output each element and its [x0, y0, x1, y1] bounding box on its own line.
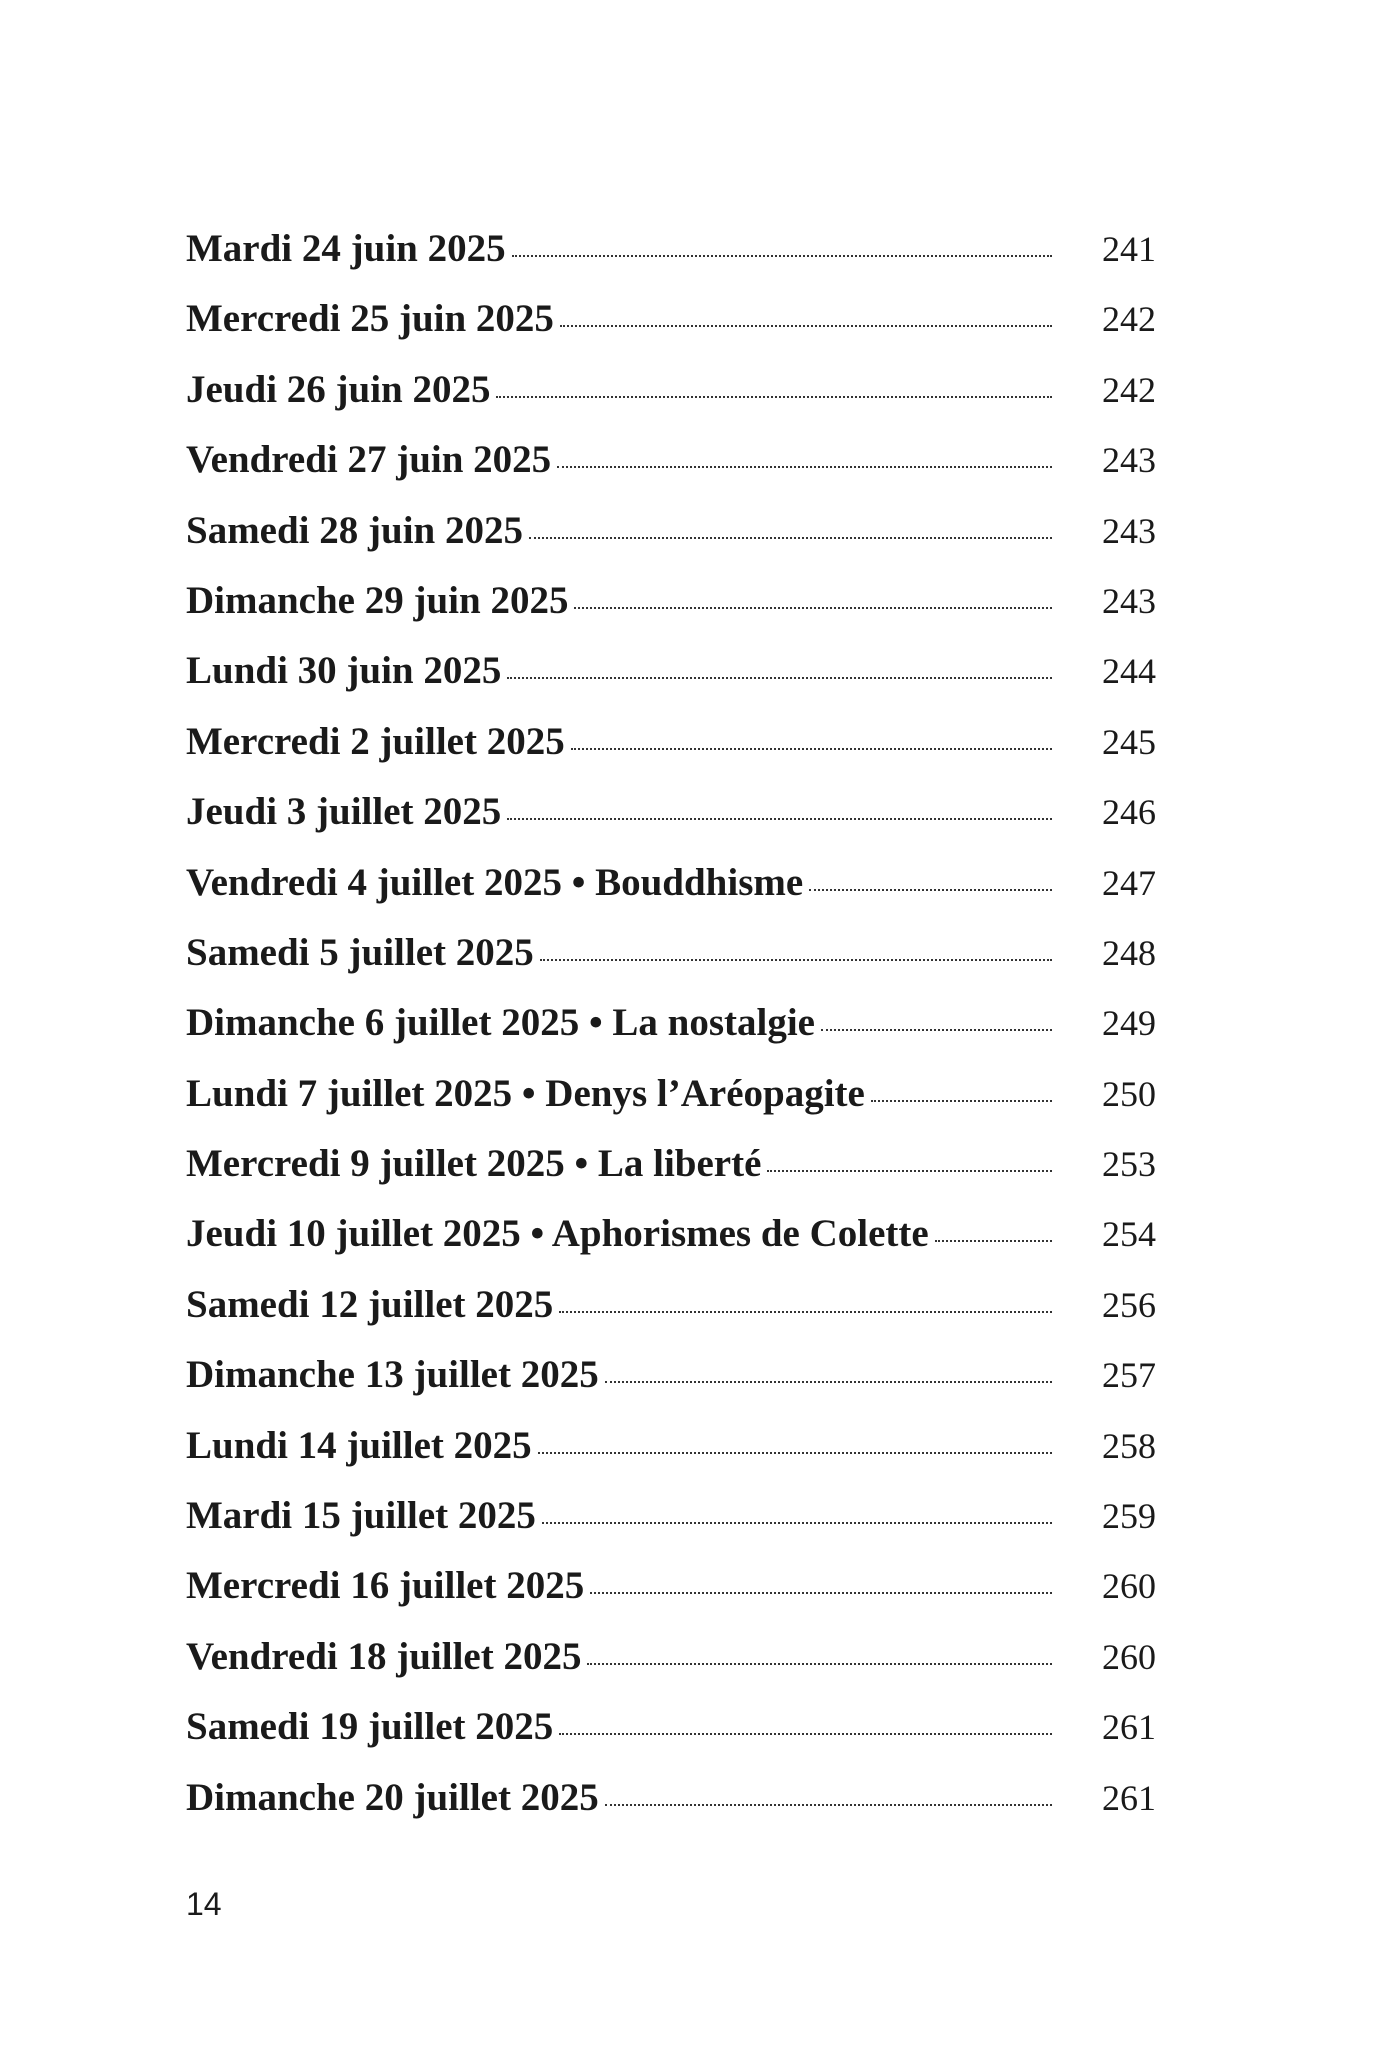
toc-entry-page: 249 — [1102, 1003, 1156, 1044]
toc-entry-page: 242 — [1102, 369, 1156, 410]
dot-leader — [507, 677, 1052, 679]
dot-leader — [559, 1311, 1052, 1313]
toc-entry-title: Mercredi 2 juillet 2025 — [186, 719, 565, 763]
dot-leader — [574, 607, 1052, 609]
toc-entry-page: 246 — [1102, 792, 1156, 833]
toc-entry-page: 243 — [1102, 510, 1156, 551]
dot-leader — [605, 1381, 1052, 1383]
dot-leader — [538, 1452, 1052, 1454]
table-of-contents — [186, 214, 1156, 1833]
toc-entry-title: Mercredi 16 juillet 2025 — [186, 1564, 585, 1608]
toc-entry-page: 247 — [1102, 862, 1156, 903]
toc-entry-title: Lundi 14 juillet 2025 — [186, 1423, 532, 1467]
toc-entry[interactable] — [186, 918, 1156, 988]
dot-leader — [557, 466, 1052, 468]
toc-entry-title: Dimanche 6 juillet 2025 • La nostalgie — [186, 1001, 815, 1045]
toc-entry[interactable] — [186, 1763, 1156, 1833]
toc-entry[interactable] — [186, 1340, 1156, 1410]
toc-entry-title: Samedi 28 juin 2025 — [186, 508, 523, 552]
toc-entry-title: Vendredi 18 juillet 2025 — [186, 1634, 582, 1678]
dot-leader — [809, 889, 1052, 891]
dot-leader — [540, 959, 1052, 961]
toc-entry[interactable] — [186, 496, 1156, 566]
dot-leader — [935, 1240, 1052, 1242]
page-number: 14 — [186, 1886, 222, 1922]
dot-leader — [529, 537, 1052, 539]
toc-entry-title: Vendredi 4 juillet 2025 • Bouddhisme — [186, 860, 804, 904]
toc-entry-title: Jeudi 3 juillet 2025 — [186, 790, 502, 834]
toc-entry-title: Lundi 7 juillet 2025 • Denys l’Aréopagite — [186, 1071, 865, 1115]
toc-entry-title: Samedi 19 juillet 2025 — [186, 1705, 554, 1749]
toc-entry[interactable] — [186, 1481, 1156, 1551]
toc-entry[interactable] — [186, 214, 1156, 284]
dot-leader — [590, 1592, 1052, 1594]
toc-entry-title: Samedi 5 juillet 2025 — [186, 930, 534, 974]
toc-entry-page: 241 — [1102, 229, 1156, 269]
toc-entry[interactable] — [186, 1692, 1156, 1762]
toc-entry[interactable] — [186, 1622, 1156, 1692]
toc-entry-title: Dimanche 20 juillet 2025 — [186, 1775, 599, 1819]
dot-leader — [871, 1100, 1052, 1102]
toc-entry-title: Vendredi 27 juin 2025 — [186, 438, 552, 482]
toc-entry-title: Dimanche 29 juin 2025 — [186, 578, 569, 622]
toc-entry-title: Lundi 30 juin 2025 — [186, 649, 502, 693]
toc-entry-page: 260 — [1102, 1566, 1156, 1607]
dot-leader — [560, 325, 1052, 327]
toc-entry[interactable] — [186, 777, 1156, 847]
dot-leader — [507, 818, 1052, 820]
toc-entry[interactable] — [186, 707, 1156, 777]
toc-entry[interactable] — [186, 1199, 1156, 1269]
toc-entry-page: 245 — [1102, 721, 1156, 762]
toc-entry[interactable] — [186, 848, 1156, 918]
toc-entry-title: Mercredi 9 juillet 2025 • La liberté — [186, 1142, 762, 1186]
toc-entry-page: 242 — [1102, 299, 1156, 340]
toc-entry-title: Mardi 15 juillet 2025 — [186, 1494, 536, 1538]
toc-entry-page: 261 — [1102, 1777, 1156, 1818]
toc-entry-page: 256 — [1102, 1284, 1156, 1325]
toc-entry-title: Samedi 12 juillet 2025 — [186, 1282, 554, 1326]
toc-entry[interactable] — [186, 1059, 1156, 1129]
toc-entry-page: 260 — [1102, 1636, 1156, 1677]
dot-leader — [512, 255, 1052, 257]
toc-entry[interactable] — [186, 636, 1156, 706]
toc-entry-title: Mercredi 25 juin 2025 — [186, 297, 554, 341]
toc-entry-page: 258 — [1102, 1425, 1156, 1466]
toc-entry-title: Dimanche 13 juillet 2025 — [186, 1353, 599, 1397]
toc-entry-page: 254 — [1102, 1214, 1156, 1255]
toc-entry-page: 253 — [1102, 1144, 1156, 1185]
dot-leader — [559, 1733, 1052, 1735]
toc-entry-page: 257 — [1102, 1355, 1156, 1396]
dot-leader — [767, 1170, 1052, 1172]
toc-entry-page: 244 — [1102, 651, 1156, 692]
dot-leader — [821, 1029, 1052, 1031]
toc-entry-page: 243 — [1102, 580, 1156, 621]
toc-entry[interactable] — [186, 425, 1156, 495]
toc-entry[interactable] — [186, 1270, 1156, 1340]
toc-entry-title: Mardi 24 juin 2025 — [186, 227, 506, 270]
toc-entry[interactable] — [186, 355, 1156, 425]
toc-entry[interactable] — [186, 1411, 1156, 1481]
toc-entry-title: Jeudi 10 juillet 2025 • Aphorismes de Colette — [186, 1212, 929, 1256]
toc-entry-page: 250 — [1102, 1073, 1156, 1114]
toc-entry[interactable] — [186, 284, 1156, 354]
toc-entry[interactable] — [186, 1551, 1156, 1621]
dot-leader — [605, 1804, 1052, 1806]
toc-entry-page: 243 — [1102, 440, 1156, 481]
dot-leader — [587, 1663, 1052, 1665]
toc-entry-page: 248 — [1102, 932, 1156, 973]
dot-leader — [571, 748, 1052, 750]
toc-entry-title: Jeudi 26 juin 2025 — [186, 367, 491, 411]
toc-entry[interactable] — [186, 566, 1156, 636]
toc-entry[interactable] — [186, 988, 1156, 1058]
toc-entry[interactable] — [186, 1129, 1156, 1199]
dot-leader — [496, 396, 1052, 398]
toc-entry-page: 261 — [1102, 1707, 1156, 1748]
dot-leader — [542, 1522, 1052, 1524]
toc-entry-page: 259 — [1102, 1496, 1156, 1537]
